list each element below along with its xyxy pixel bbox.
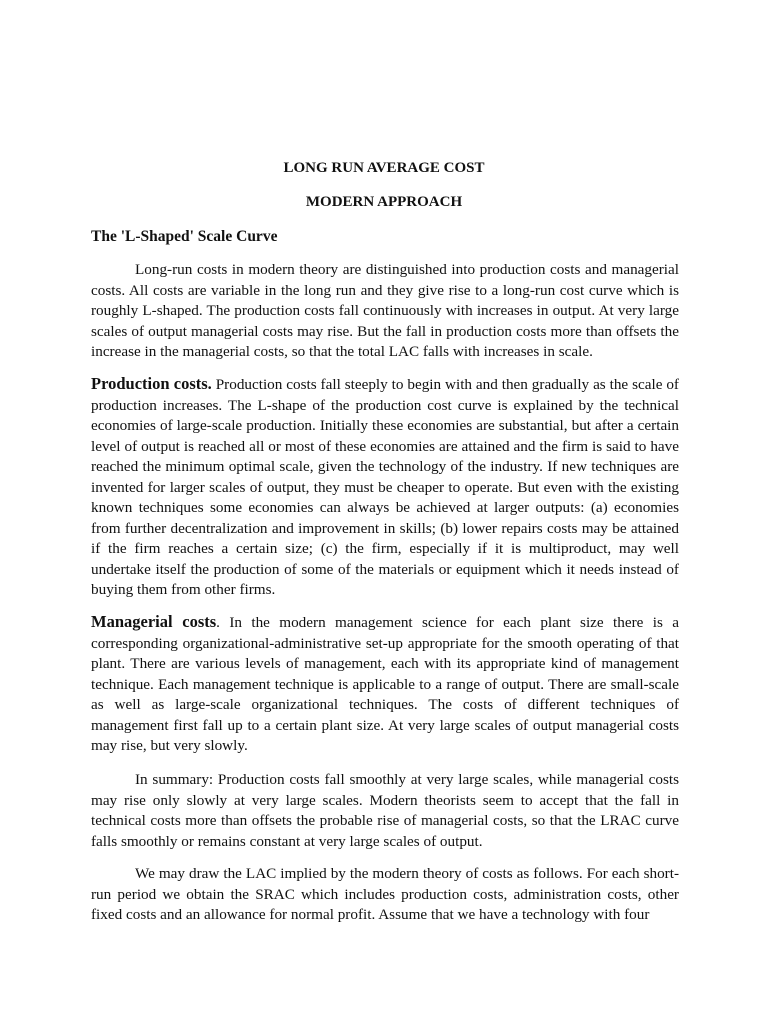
production-costs-text: Production costs fall steeply to begin with and then gradually as the scale of production increases. The L-shape of the production cost curve is explained by the technical economies of large-scale production. Initially these economies are substantial, but after a certain level of output is reached all or most of these economies are attained and the firm is said to have reached the minimum optimal scale, given the technology of the industry. If new techniques are invented for larger scales of output, they must be cheaper to operate. But even with the existing known techniques some economies can always be achieved at larger outputs: (a) economies from further decentralization and improvement in skills; (b) lower repairs costs may be attained if the firm reaches a certain size; (c) the firm, especially if it is multiproduct, may well undertake itself the production of some of the materials or equipment which it needs instead of buying them from other firms. — [91, 376, 679, 598]
managerial-costs-text: . In the modern management science for each plant size there is a corresponding organizational-administrative set-up appropriate for the smooth operating of that plant. There are various levels of management, each with its appropriate kind of management technique. Each management technique is applicable to a range of output. There are small-scale as well as large-scale organizational techniques. The costs of different techniques of management first fall up to a certain plant size. At very large scales of output managerial costs may rise, but very slowly. — [91, 614, 679, 754]
paragraph-summary: In summary: Production costs fall smoothly at very large scales, while managerial costs may rise only slowly at very large scales. Modern theorists seem to accept that the fall in technical costs more than offsets the probable rise of managerial costs, so that the LRAC curve falls smoothly or remains constant at very large scales of output. — [91, 771, 679, 850]
managerial-costs-lead: Managerial costs — [91, 612, 217, 631]
paragraph-managerial-costs — [91, 612, 679, 757]
section-heading: The 'L-Shaped' Scale Curve — [91, 228, 278, 245]
title-line-1: LONG RUN AVERAGE COST — [283, 160, 485, 176]
paragraph-intro: Long-run costs in modern theory are distinguished into production costs and managerial costs. All costs are variable in the long run and they give rise to a long-run cost curve which is roughly L-shaped. The production costs fall continuously with increases in output. At very large scales of output managerial costs may rise. But the fall in production costs more than offsets the increase in the managerial costs, so that the total LAC falls with increases in scale. — [91, 261, 679, 360]
production-costs-lead: Production costs. — [91, 374, 212, 393]
paragraph-production-costs — [91, 374, 679, 601]
title-line-2: MODERN APPROACH — [305, 194, 463, 210]
paragraph-draw-lac: We may draw the LAC implied by the modern theory of costs as follows. For each short-run period we obtain the SRAC which includes production costs, administration costs, other fixed costs and an allowance for normal profit. Assume that we have a technology with four — [91, 865, 679, 923]
